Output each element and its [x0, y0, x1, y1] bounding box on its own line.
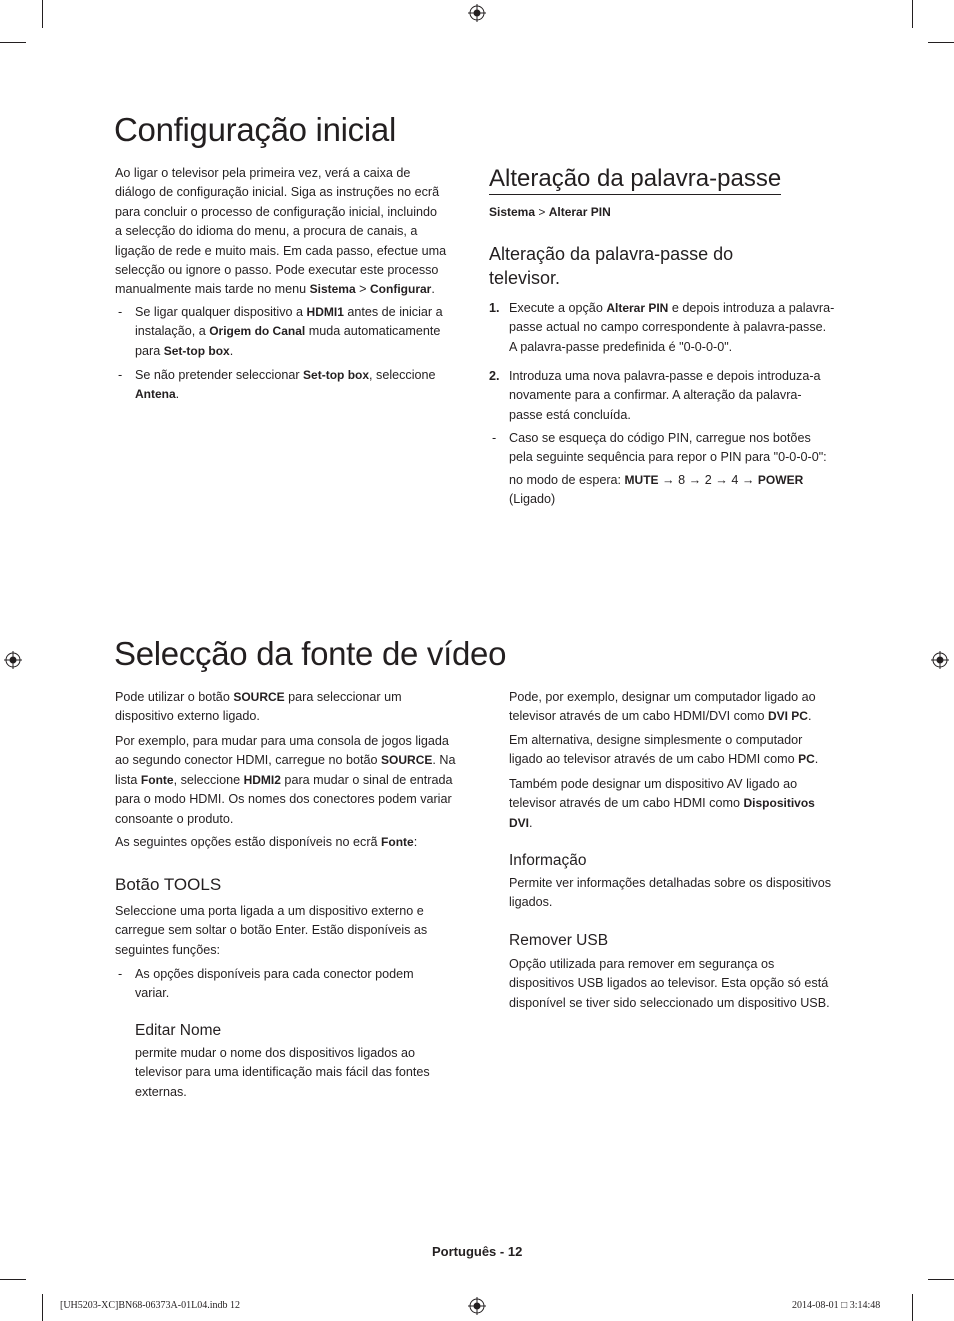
source-paragraph-3 [115, 833, 465, 852]
text: no modo de espera: [509, 472, 625, 487]
text-line: seguintes funções: [115, 942, 221, 957]
text: . [175, 387, 180, 402]
text-line: As opções disponíveis para cada conector podem [135, 967, 414, 981]
button-name: SOURCE [233, 690, 285, 704]
registration-mark-icon [931, 651, 949, 669]
text-line: a selecção do idioma do menu, a procura de canais, a [115, 224, 418, 239]
text: manualmente mais tarde no menu [115, 282, 310, 297]
crop-mark [0, 42, 26, 43]
text-line: Também pode designar um dispositivo AV ligado ao [509, 777, 798, 791]
text-line [135, 303, 465, 322]
text: → 8 → 2 → 4 → [658, 472, 758, 487]
crop-mark [42, 0, 43, 28]
text: Se ligar qualquer dispositivo a [135, 305, 307, 319]
menu-path [489, 203, 611, 222]
text-line: Alteração da palavra-passe do [489, 244, 734, 264]
tools-paragraph [115, 902, 465, 960]
text: muda automaticamente [305, 324, 441, 339]
print-slug-left: [UH5203-XC]BN68-06373A-01L04.indb 12 [60, 1300, 240, 1311]
subheading-info: Informação [509, 852, 587, 869]
term: Set-top box [303, 368, 370, 382]
text-line [509, 814, 849, 833]
text-line [509, 471, 849, 490]
info-paragraph [509, 874, 849, 913]
text: . [229, 343, 234, 358]
text-line: passe está concluída. [509, 407, 631, 422]
page-number: Português - 12 [432, 1244, 523, 1259]
text: . Na [432, 753, 456, 768]
example-paragraph-2 [509, 731, 849, 770]
button-name: POWER [757, 472, 804, 487]
term: DVI [509, 815, 530, 830]
text: antes de iniciar a [343, 305, 443, 319]
text-line: carregue sem soltar o botão Enter. Estão disponíveis as [115, 923, 428, 938]
text-line: Opção utilizada para remover em segurança os [509, 957, 775, 971]
text-line [135, 385, 465, 404]
text-line: permite mudar o nome dos dispositivos ligados ao [135, 1046, 416, 1060]
text-line [509, 750, 849, 769]
text-line: (Ligado) [509, 492, 556, 507]
text-line [115, 688, 465, 707]
text-line [509, 707, 849, 726]
note-dash: - [118, 967, 123, 981]
tools-note [135, 965, 465, 1004]
text: . [431, 282, 435, 297]
text: televisor através de um cabo HDMI como [509, 796, 744, 811]
text: . [529, 815, 533, 830]
button-name: MUTE [624, 472, 659, 487]
text-line: pela seguinte sequência para repor o PIN para "0-0-0-0": [509, 450, 827, 465]
term: HDMI1 [306, 305, 344, 319]
text-line [135, 366, 465, 385]
note-hdmi1 [135, 303, 465, 361]
edit-name-paragraph [135, 1044, 465, 1102]
term: Set-top box [163, 343, 230, 358]
print-slug-right: 2014-08-01 □ 3:14:48 [792, 1300, 881, 1311]
text-line [115, 280, 460, 299]
step-number: 2. [489, 369, 500, 383]
term: Origem do Canal [209, 324, 306, 339]
text: lista [115, 772, 141, 787]
text: Execute a opção [509, 301, 607, 315]
text-line [509, 794, 849, 813]
pin-reset-note [509, 429, 849, 510]
term: Alterar PIN [606, 301, 669, 315]
source-paragraph-1 [115, 688, 465, 727]
text-line [135, 342, 465, 361]
term: Fonte [140, 772, 174, 787]
text: televisor através de um cabo HDMI/DVI como [509, 709, 768, 724]
text-line: dispositivos USB ligados ao televisor. Esta opção só está [509, 976, 829, 991]
text: ao segundo conector HDMI, carregue no botão [115, 753, 382, 768]
text-line: selecção ou ignore o passo. Pode executar este processo [115, 263, 439, 278]
registration-mark-icon [4, 651, 22, 669]
term: HDMI2 [243, 772, 281, 787]
text-line: Seleccione uma porta ligada a um dispositivo externo e [115, 904, 424, 918]
text-line: televisor para uma identificação mais fácil das fontes [135, 1065, 430, 1080]
text-line: Caso se esqueça do código PIN, carregue nos botões [509, 431, 811, 445]
text: : [413, 835, 418, 849]
crop-mark [912, 0, 913, 28]
text-line: Em alternativa, designe simplesmente o computador [509, 733, 803, 747]
step-2 [509, 367, 849, 425]
note-dash: - [118, 305, 123, 319]
note-dash: - [118, 368, 123, 382]
subheading [489, 242, 819, 290]
text-line: para o modo HDMI. Os nomes dos conectores podem variar [115, 792, 452, 807]
text: para [135, 343, 164, 358]
text: e depois introduza a palavra- [668, 301, 835, 315]
registration-mark-icon [468, 4, 486, 22]
term: Fonte [381, 835, 414, 849]
page-title: Configuração inicial [114, 111, 396, 148]
text-line: A palavra-passe predefinida é "0-0-0-0". [509, 339, 733, 354]
text: , seleccione [173, 772, 244, 787]
text-line: novamente para a confirmar. A alteração da palavra- [509, 388, 802, 403]
menu-path: Configurar [370, 282, 432, 297]
text: ligado ao televisor através de um cabo HDMI como [509, 752, 799, 767]
intro-paragraph [115, 164, 460, 300]
menu-item: Sistema [489, 205, 536, 219]
text-line: disponível se tiver sido seleccionado um dispositivo USB. [509, 995, 830, 1010]
subheading-edit-name: Editar Nome [135, 1022, 222, 1039]
text-line: Por exemplo, para mudar para uma consola de jogos ligada [115, 734, 449, 748]
text: . [814, 752, 819, 767]
text-line: ligados. [509, 895, 553, 910]
text: Pode utilizar o botão [115, 690, 234, 704]
text-line: Permite ver informações detalhadas sobre os dispositivos [509, 876, 831, 890]
text: , seleccione [369, 368, 436, 382]
crop-mark [912, 1294, 913, 1321]
text-line [115, 751, 465, 770]
term: Antena [135, 387, 176, 402]
example-paragraph-1 [509, 688, 849, 727]
text: As seguintes opções estão disponíveis no ecrã [115, 835, 382, 849]
registration-mark-icon [468, 1297, 486, 1315]
term: PC [798, 752, 815, 767]
crop-mark [42, 1294, 43, 1321]
text-line [115, 771, 465, 790]
text-line: externas. [135, 1084, 187, 1099]
section-heading: Alteração da palavra-passe [489, 165, 781, 195]
text-line [135, 322, 465, 341]
step-1 [509, 299, 849, 357]
text: > [355, 282, 370, 297]
text-line: televisor. [489, 268, 561, 288]
menu-item: Alterar PIN [548, 205, 611, 219]
note-settop [135, 366, 465, 405]
text: > [535, 205, 549, 219]
note-dash: - [492, 431, 497, 445]
text-line: Ao ligar o televisor pela primeira vez, verá a caixa de [115, 166, 411, 180]
source-paragraph-2 [115, 732, 465, 829]
crop-mark [928, 1279, 954, 1280]
text-line: diálogo de configuração inicial. Siga as instruções no ecrã [115, 185, 440, 200]
crop-mark [928, 42, 954, 43]
text: para seleccionar um [284, 690, 402, 704]
text-line: para concluir o processo de configuração inicial, incluindo [115, 204, 438, 219]
subheading-tools: Botão TOOLS [115, 875, 222, 894]
text-line: Pode, por exemplo, designar um computador ligado ao [509, 690, 816, 704]
button-name: SOURCE [381, 753, 433, 768]
subheading-usb: Remover USB [509, 932, 609, 949]
text: instalação, a [135, 324, 210, 339]
page-title: Selecção da fonte de vídeo [114, 635, 507, 672]
crop-mark [0, 1279, 26, 1280]
example-paragraph-3 [509, 775, 849, 833]
text-line [509, 299, 849, 318]
term: Dispositivos [743, 796, 815, 811]
text-line: dispositivo externo ligado. [115, 709, 260, 724]
step-number: 1. [489, 301, 500, 315]
text: Se não pretender seleccionar [135, 368, 304, 382]
text: . [807, 709, 812, 724]
text-line: consoante o produto. [115, 811, 234, 826]
text-line: Introduza uma nova palavra-passe e depois introduza-a [509, 369, 821, 383]
term: DVI PC [767, 709, 808, 724]
text-line: passe actual no campo correspondente à palavra-passe. [509, 320, 827, 335]
text: para mudar o sinal de entrada [280, 772, 453, 787]
text-line: ligação de rede e muito mais. Em cada passo, efectue uma [115, 243, 447, 258]
menu-path: Sistema [309, 282, 356, 297]
text-line: variar. [135, 986, 170, 1001]
usb-paragraph [509, 955, 849, 1013]
